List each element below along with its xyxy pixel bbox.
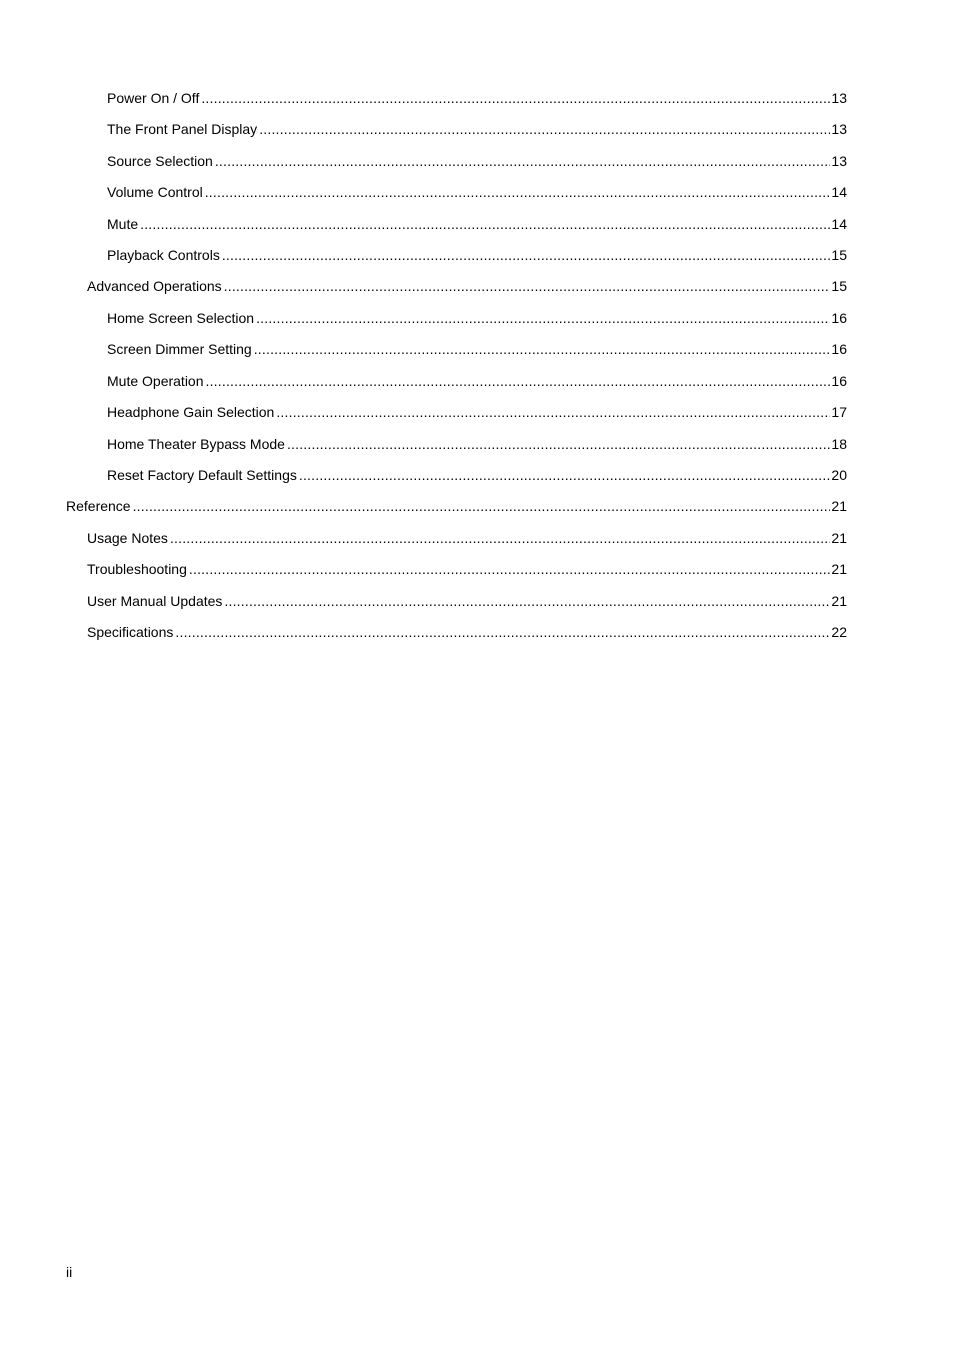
toc-entry[interactable]: [0, 119, 954, 139]
toc-entry-page: 15: [831, 247, 847, 263]
toc-entry-title: Troubleshooting: [87, 561, 187, 577]
toc-dot-leader: [224, 276, 831, 296]
toc-entry-page: 22: [831, 624, 847, 640]
toc-entry-page: 13: [831, 90, 847, 106]
toc-dot-leader: [276, 402, 830, 422]
toc-dot-leader: [299, 465, 831, 485]
toc-entry[interactable]: [0, 182, 954, 202]
toc-entry-page: 13: [831, 121, 847, 137]
toc-entry-title: Source Selection: [107, 153, 213, 169]
toc-entry[interactable]: [0, 622, 954, 642]
toc-entry-title: Reference: [66, 498, 131, 514]
toc-entry-title: Home Theater Bypass Mode: [107, 436, 285, 452]
toc-entry-page: 21: [831, 561, 847, 577]
toc-entry[interactable]: [0, 465, 954, 485]
toc-dot-leader: [259, 119, 830, 139]
toc-entry[interactable]: [0, 591, 954, 611]
toc-entry[interactable]: [0, 151, 954, 171]
toc-entry[interactable]: [0, 245, 954, 265]
toc-dot-leader: [224, 591, 830, 611]
toc-dot-leader: [175, 622, 830, 642]
toc-entry-page: 14: [831, 184, 847, 200]
toc-dot-leader: [215, 151, 831, 171]
toc-entry-title: Headphone Gain Selection: [107, 404, 275, 420]
toc-entry-page: 16: [831, 373, 847, 389]
toc-entry-title: Power On / Off: [107, 90, 200, 106]
toc-dot-leader: [205, 182, 831, 202]
toc-entry-title: Specifications: [87, 624, 174, 640]
toc-entry-page: 14: [831, 216, 847, 232]
toc-entry-page: 16: [831, 341, 847, 357]
toc-entry-title: Advanced Operations: [87, 278, 222, 294]
toc-dot-leader: [140, 214, 830, 234]
toc-entry-title: User Manual Updates: [87, 593, 223, 609]
toc-entry-title: Reset Factory Default Settings: [107, 467, 297, 483]
toc-entry-title: Mute Operation: [107, 373, 204, 389]
toc-entry-page: 20: [831, 467, 847, 483]
toc-entry-title: Screen Dimmer Setting: [107, 341, 252, 357]
toc-entry-page: 13: [831, 153, 847, 169]
toc-dot-leader: [254, 339, 831, 359]
toc-dot-leader: [201, 88, 830, 108]
toc-entry[interactable]: [0, 88, 954, 108]
toc-entry[interactable]: [0, 402, 954, 422]
toc-dot-leader: [133, 496, 831, 516]
toc-entry[interactable]: [0, 308, 954, 328]
toc-entry-page: 21: [831, 530, 847, 546]
toc-entry-page: 21: [831, 593, 847, 609]
page-number: ii: [66, 1264, 73, 1280]
toc-dot-leader: [170, 528, 830, 548]
toc-dot-leader: [287, 434, 830, 454]
toc-dot-leader: [189, 559, 831, 579]
toc-entry-title: Playback Controls: [107, 247, 220, 263]
toc-entry-page: 16: [831, 310, 847, 326]
toc-entry[interactable]: [0, 276, 954, 296]
toc-dot-leader: [222, 245, 831, 265]
toc-entry-page: 17: [831, 404, 847, 420]
toc-entry[interactable]: [0, 434, 954, 454]
toc-entry-page: 15: [831, 278, 847, 294]
toc-entry-title: The Front Panel Display: [107, 121, 258, 137]
toc-dot-leader: [256, 308, 830, 328]
toc-dot-leader: [206, 371, 831, 391]
toc-entry-page: 18: [831, 436, 847, 452]
toc-entry[interactable]: [0, 559, 954, 579]
toc-entry[interactable]: [0, 371, 954, 391]
toc-entry[interactable]: [0, 339, 954, 359]
toc-entry[interactable]: [0, 528, 954, 548]
toc-entry-title: Volume Control: [107, 184, 203, 200]
toc-entry-page: 21: [831, 498, 847, 514]
toc-entry[interactable]: [0, 214, 954, 234]
toc-entry-title: Mute: [107, 216, 139, 232]
toc-entry[interactable]: [0, 496, 954, 516]
toc-entry-title: Usage Notes: [87, 530, 168, 546]
toc-entry-title: Home Screen Selection: [107, 310, 255, 326]
